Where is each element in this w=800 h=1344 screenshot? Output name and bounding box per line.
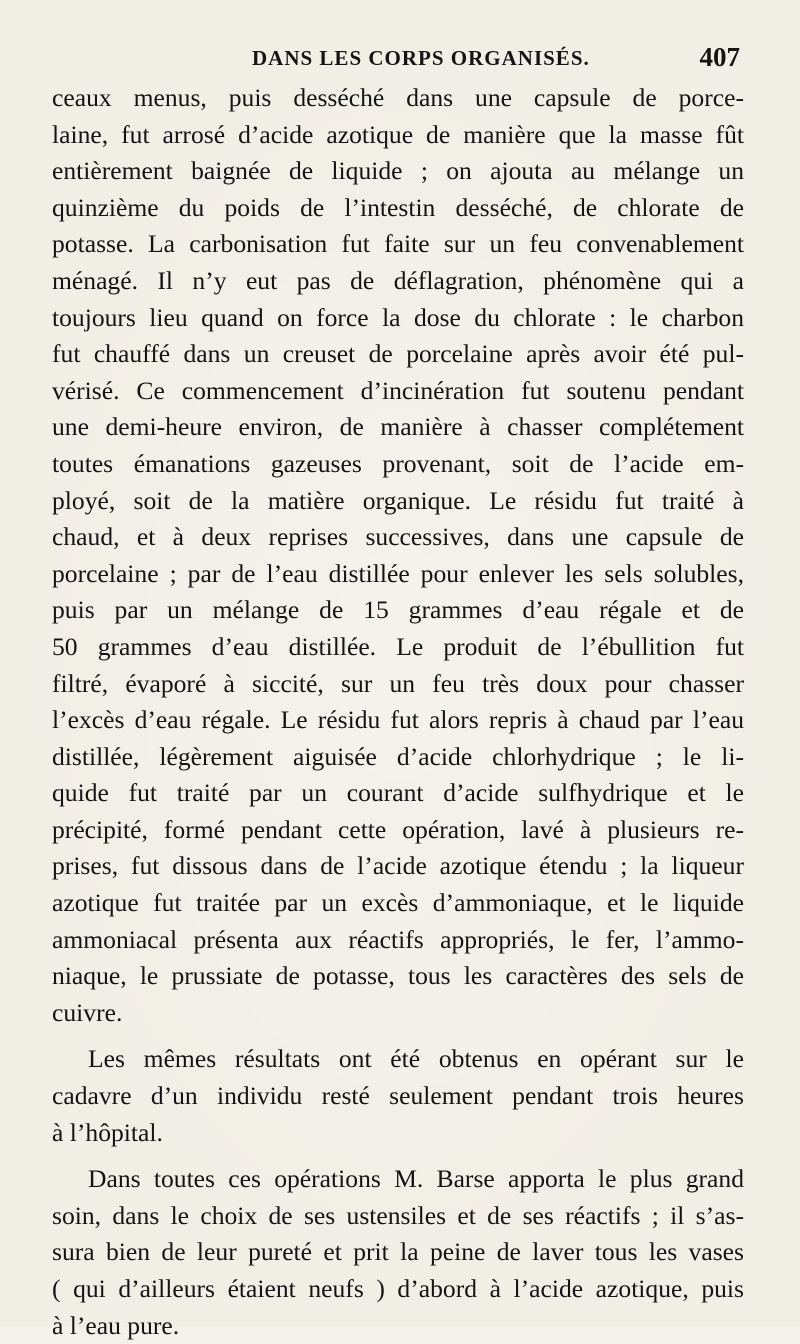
text-line: toutes émanations gazeuses provenant, soit de l’acide em- (52, 448, 744, 478)
text-line: toujours lieu quand on force la dose du chlorate : le charbon (52, 302, 744, 332)
text-line: soin, dans le choix de ses ustensiles et de ses réactifs ; il s’as- (52, 1200, 744, 1230)
body-text (52, 80, 744, 1344)
text-line: puis par un mélange de 15 grammes d’eau régale et de (52, 595, 744, 625)
paragraph-3 (52, 1161, 744, 1344)
text-line: cadavre d’un individu resté seulement pendant trois heures (52, 1081, 744, 1111)
text-line: l’excès d’eau régale. Le résidu fut alors repris à chaud par l’eau (52, 705, 744, 735)
text-line: chaud, et à deux reprises successives, dans une capsule de (52, 522, 744, 552)
text-line: ployé, soit de la matière organique. Le résidu fut traité à (52, 485, 744, 515)
text-line: cuivre. (52, 997, 123, 1027)
text-line: fut chauffé dans un creuset de porcelaine après avoir été pul- (52, 339, 744, 369)
text-line: 50 grammes d’eau distillée. Le produit de l’ébullition fut (52, 631, 744, 661)
text-line: une demi-heure environ, de manière à chasser complétement (52, 412, 744, 442)
text-line: azotique fut traitée par un excès d’ammoniaque, et le liquide (52, 888, 744, 918)
text-line: ménagé. Il n’y eut pas de déflagration, phénomène qui a (52, 265, 744, 295)
page-number: 407 (699, 42, 740, 72)
text-line: distillée, légèrement aiguisée d’acide chlorhydrique ; le li- (52, 741, 744, 771)
text-line: quinzième du poids de l’intestin desséché, de chlorate de (52, 192, 744, 222)
text-line: ceaux menus, puis desséché dans une capsule de porce- (52, 83, 744, 112)
text-line: quide fut traité par un courant d’acide sulfhydrique et le (52, 778, 744, 808)
text-line: niaque, le prussiate de potasse, tous les caractères des sels de (52, 961, 744, 991)
paragraph-2 (52, 1041, 744, 1151)
text-line: ( qui d’ailleurs étaient neufs ) d’abord à l’acide azotique, puis (52, 1274, 744, 1303)
paragraph-spacer (52, 1031, 744, 1041)
text-line: précipité, formé pendant cette opération, lavé à plusieurs re- (52, 814, 744, 844)
text-line: Dans toutes ces opérations M. Barse apporta le plus grand (88, 1164, 744, 1194)
text-line: prises, fut dissous dans de l’acide azotique étendu ; la liqueur (52, 851, 744, 881)
running-head (52, 42, 742, 82)
text-line: Les mêmes résultats ont été obtenus en opérant sur le (88, 1044, 744, 1074)
paragraph-spacer (52, 1151, 744, 1161)
text-line: porcelaine ; par de l’eau distillée pour enlever les sels solubles, (52, 558, 744, 588)
running-title: DANS LES CORPS ORGANISÉS. (252, 46, 590, 70)
text-line: entièrement baignée de liquide ; on ajouta au mélange un (52, 156, 744, 186)
text-line: sura bien de leur pureté et prit la peine de laver tous les vases (52, 1237, 744, 1267)
text-line: vérisé. Ce commencement d’incinération fut soutenu pendant (52, 375, 744, 405)
text-line: à l’eau pure. (52, 1310, 180, 1340)
text-line: filtré, évaporé à siccité, sur un feu très doux pour chasser (52, 668, 744, 698)
text-line: potasse. La carbonisation fut faite sur un feu convenablement (52, 229, 744, 259)
text-line: à l’hôpital. (52, 1117, 163, 1147)
text-line: laine, fut arrosé d’acide azotique de manière que la masse fût (52, 119, 744, 149)
text-line: ammoniacal présenta aux réactifs appropriés, le fer, l’ammo- (52, 924, 744, 954)
paragraph-1 (52, 80, 744, 1031)
